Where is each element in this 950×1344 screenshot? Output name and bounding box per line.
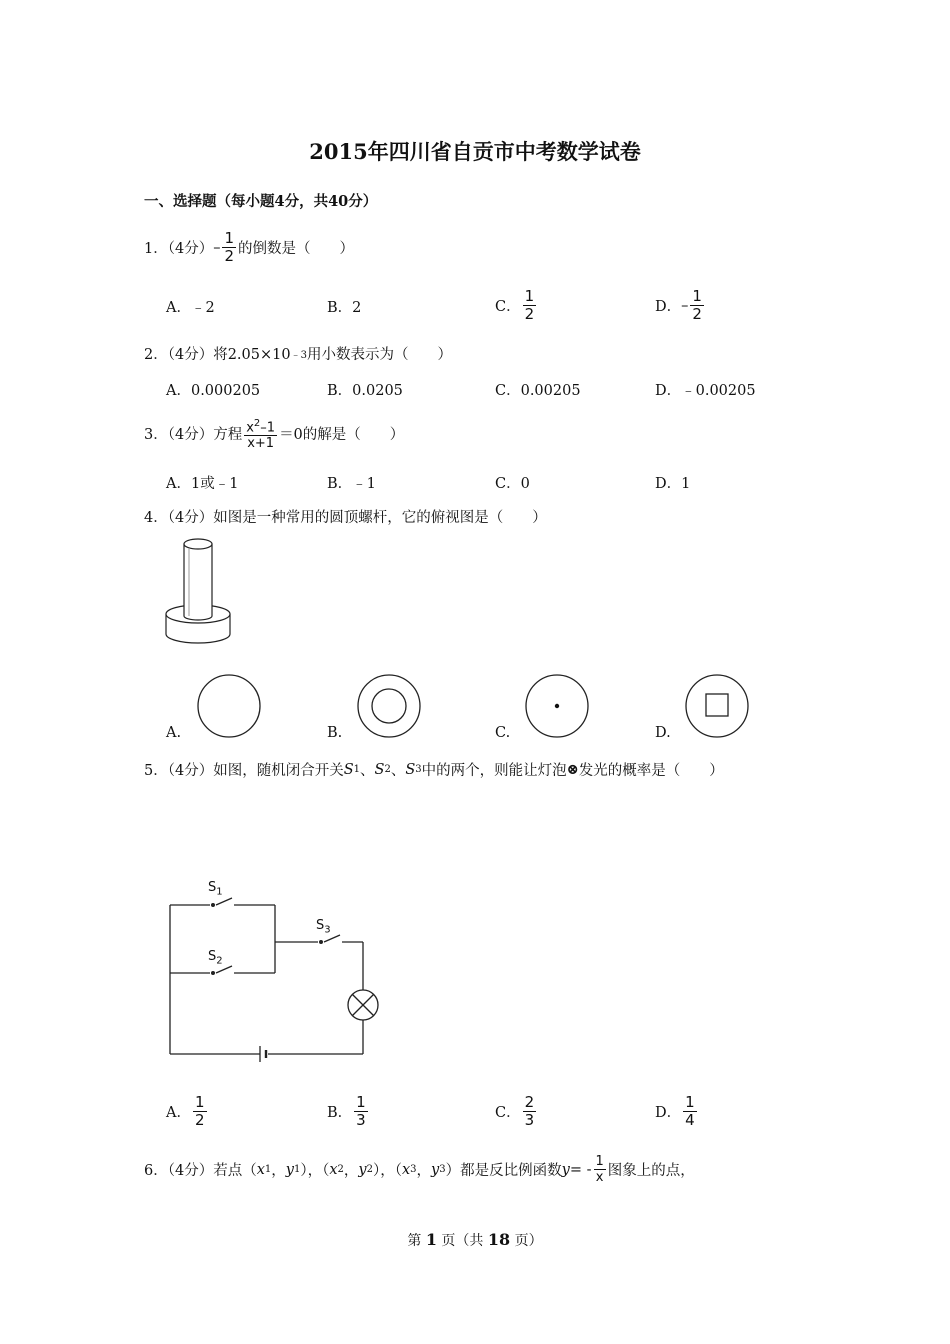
option-a: A．﹣2	[166, 300, 215, 316]
fraction: $\frac{1}{2}$	[224, 229, 234, 265]
fraction: $\frac{1}{2}$	[692, 287, 702, 323]
question-number: 1．（4分）	[144, 241, 214, 257]
switch-label-s3: $S_3$	[316, 918, 331, 936]
fraction: $\frac{1}{2}$	[524, 287, 535, 323]
section-heading: 一、选择题（每小题4分，共40分）	[144, 193, 378, 210]
page-title: 2015年四川省自贡市中考数学试卷	[309, 139, 641, 164]
bulb-icon: ⊗	[566, 761, 579, 778]
fraction: $\frac{1}{2}$	[194, 1093, 205, 1129]
option-c-figure	[522, 672, 592, 742]
option-b-figure	[354, 672, 424, 742]
option-b: B． $\frac{1}{3}$	[327, 1093, 366, 1129]
option-d: D． – $\frac{1}{2}$	[655, 287, 702, 323]
fraction: $\frac{2}{3}$	[524, 1093, 535, 1129]
fraction: $\frac{1}{x}$	[595, 1154, 604, 1185]
option-a: A．1或﹣1	[166, 476, 239, 492]
fraction: $\frac{x^2-1}{x+1}$	[246, 418, 276, 452]
option-c: C． $\frac{1}{2}$	[495, 287, 535, 323]
option-b: B．2	[327, 300, 362, 316]
question-number: 4．（4分）	[144, 510, 214, 526]
option-a: A．0.000205	[166, 383, 261, 399]
minus-sign: –	[213, 239, 221, 256]
fraction: $\frac{1}{4}$	[685, 1093, 695, 1129]
option-a: A.	[166, 725, 182, 741]
question-number: 5．（4分）	[144, 763, 214, 779]
page-footer: 第 1 页（共 18 页）	[407, 1230, 543, 1249]
option-c: C． $\frac{2}{3}$	[495, 1093, 535, 1129]
option-d-figure	[682, 672, 752, 742]
switch-label-s2: $S_2$	[208, 949, 223, 967]
option-a: A． $\frac{1}{2}$	[166, 1093, 205, 1129]
question-text: 的倒数是（ ）	[238, 241, 354, 257]
page-total: 18	[487, 1230, 511, 1249]
question-1	[144, 230, 354, 265]
option-d: D．1	[655, 476, 691, 492]
option-c: C.	[495, 725, 511, 741]
question-number: 2．（4分）	[144, 347, 214, 363]
switch-label-s1: $S_1$	[208, 880, 223, 898]
question-6: 6．（4分） 若点（ x 1 ， y 1 ），（ x 2 ， y 2 ），（ x 3 ， y 3 ）都是反比例函数 y = - $\frac{1}{x}$ 图象上的点，	[144, 1154, 695, 1185]
option-d: D． $\frac{1}{4}$	[655, 1093, 695, 1129]
question-5: 5．（4分） 如图，随机闭合开关 S 1 、 S 2 、 S 3 中的两个，则能让灯泡 ⊗ 发光的概率是（ ）	[144, 761, 724, 779]
option-b: B.	[327, 725, 343, 741]
question-number: 6．（4分）	[144, 1163, 214, 1179]
circuit-diagram	[160, 872, 390, 1072]
option-d: D.	[655, 725, 671, 741]
page-number: 1	[425, 1230, 437, 1249]
option-b: B．0.0205	[327, 383, 403, 399]
option-d: D．﹣0.00205	[655, 383, 756, 399]
question-2: 2．（4分） 将2.05×10 ﹣3 用小数表示为（ ）	[144, 343, 452, 364]
screw-figure	[160, 532, 240, 647]
option-c: C．0.00205	[495, 383, 581, 399]
fraction: $\frac{1}{3}$	[356, 1093, 366, 1129]
question-number: 3．（4分）	[144, 427, 214, 444]
question-4: 4．（4分） 如图是一种常用的圆顶螺杆，它的俯视图是（ ）	[144, 506, 547, 527]
option-a-figure	[194, 672, 264, 742]
question-3: 3．（4分） 方程 $\frac{x^2-1}{x+1}$ ＝0的解是（ ）	[144, 418, 405, 452]
option-c: C．0	[495, 476, 530, 492]
option-b: B．﹣1	[327, 476, 376, 492]
